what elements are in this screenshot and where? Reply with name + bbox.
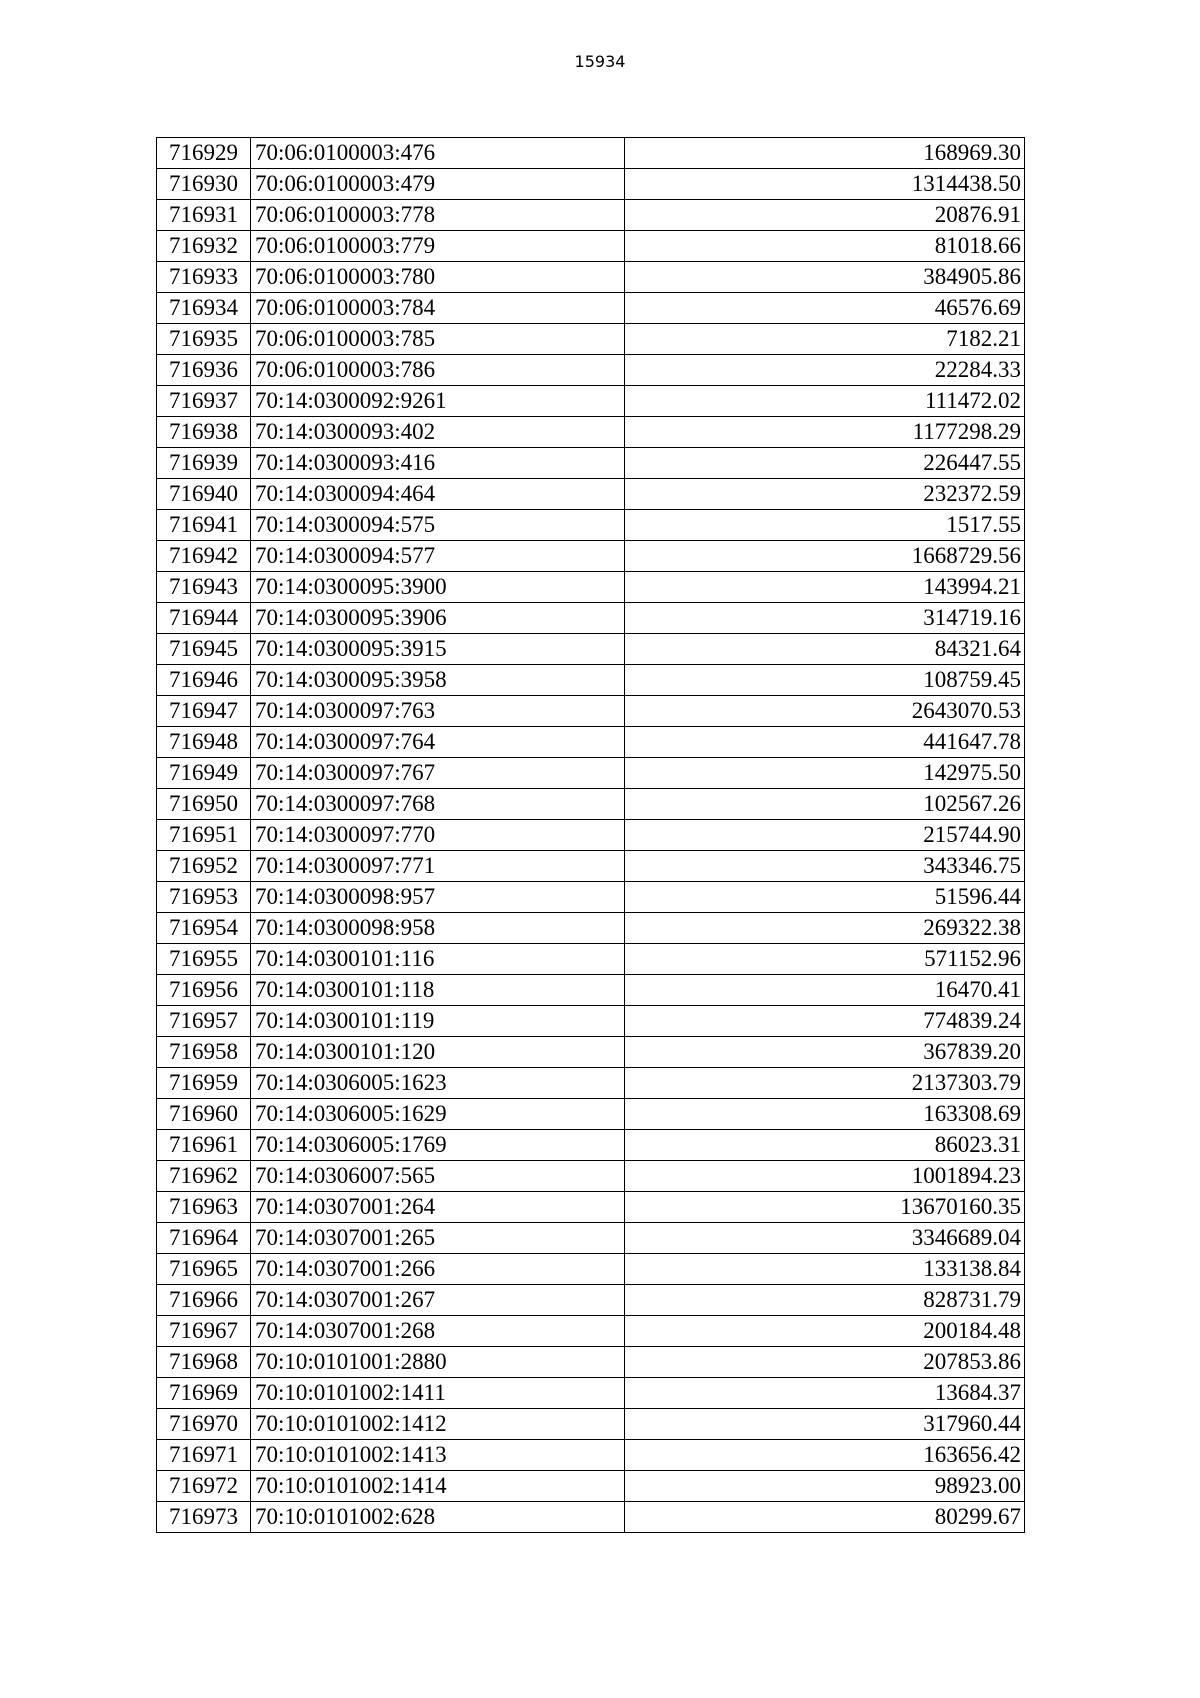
table-row [157, 293, 1025, 324]
table-row [157, 975, 1025, 1006]
table-row [157, 386, 1025, 417]
value-cell: 317960.44 [625, 1409, 1025, 1440]
table-row [157, 1347, 1025, 1378]
cadastral-number-cell: 70:06:0100003:778 [251, 200, 625, 231]
row-number-cell: 716931 [157, 200, 251, 231]
cadastral-number-cell: 70:14:0306005:1769 [251, 1130, 625, 1161]
row-number-cell: 716973 [157, 1502, 251, 1533]
value-cell: 111472.02 [625, 386, 1025, 417]
cadastral-number-cell: 70:14:0300101:116 [251, 944, 625, 975]
value-cell: 86023.31 [625, 1130, 1025, 1161]
row-number-cell: 716961 [157, 1130, 251, 1161]
value-cell: 13670160.35 [625, 1192, 1025, 1223]
row-number-cell: 716937 [157, 386, 251, 417]
row-number-cell: 716930 [157, 169, 251, 200]
table-row [157, 1130, 1025, 1161]
table-row [157, 727, 1025, 758]
value-cell: 1314438.50 [625, 169, 1025, 200]
table-row [157, 541, 1025, 572]
row-number-cell: 716967 [157, 1316, 251, 1347]
row-number-cell: 716933 [157, 262, 251, 293]
cadastral-number-cell: 70:14:0306005:1629 [251, 1099, 625, 1130]
table-row [157, 1502, 1025, 1533]
cadastral-number-cell: 70:14:0300097:771 [251, 851, 625, 882]
cadastral-number-cell: 70:14:0307001:266 [251, 1254, 625, 1285]
cadastral-number-cell: 70:14:0300097:767 [251, 758, 625, 789]
cadastral-number-cell: 70:14:0307001:264 [251, 1192, 625, 1223]
table-row [157, 1378, 1025, 1409]
value-cell: 314719.16 [625, 603, 1025, 634]
row-number-cell: 716958 [157, 1037, 251, 1068]
page-number: 15934 [574, 52, 626, 71]
value-cell: 828731.79 [625, 1285, 1025, 1316]
row-number-cell: 716935 [157, 324, 251, 355]
table-row [157, 634, 1025, 665]
table-row [157, 1037, 1025, 1068]
table-body [157, 138, 1025, 1533]
cadastral-number-cell: 70:14:0300098:957 [251, 882, 625, 913]
cadastral-number-cell: 70:14:0300101:119 [251, 1006, 625, 1037]
row-number-cell: 716932 [157, 231, 251, 262]
table-row [157, 1099, 1025, 1130]
cadastral-number-cell: 70:14:0300094:577 [251, 541, 625, 572]
value-cell: 16470.41 [625, 975, 1025, 1006]
row-number-cell: 716938 [157, 417, 251, 448]
cadastral-number-cell: 70:14:0300101:120 [251, 1037, 625, 1068]
table-row [157, 1409, 1025, 1440]
table-row [157, 758, 1025, 789]
value-cell: 163656.42 [625, 1440, 1025, 1471]
value-cell: 108759.45 [625, 665, 1025, 696]
table-row [157, 820, 1025, 851]
value-cell: 98923.00 [625, 1471, 1025, 1502]
value-cell: 163308.69 [625, 1099, 1025, 1130]
cadastral-number-cell: 70:06:0100003:779 [251, 231, 625, 262]
value-cell: 142975.50 [625, 758, 1025, 789]
table-row [157, 1254, 1025, 1285]
cadastral-number-cell: 70:10:0101002:1412 [251, 1409, 625, 1440]
value-cell: 2643070.53 [625, 696, 1025, 727]
value-cell: 1177298.29 [625, 417, 1025, 448]
row-number-cell: 716939 [157, 448, 251, 479]
value-cell: 2137303.79 [625, 1068, 1025, 1099]
row-number-cell: 716956 [157, 975, 251, 1006]
cadastral-number-cell: 70:14:0300095:3958 [251, 665, 625, 696]
row-number-cell: 716972 [157, 1471, 251, 1502]
cadastral-number-cell: 70:14:0307001:265 [251, 1223, 625, 1254]
value-cell: 7182.21 [625, 324, 1025, 355]
table-row [157, 1471, 1025, 1502]
value-cell: 441647.78 [625, 727, 1025, 758]
table-row [157, 944, 1025, 975]
cadastral-number-cell: 70:14:0300098:958 [251, 913, 625, 944]
row-number-cell: 716960 [157, 1099, 251, 1130]
row-number-cell: 716951 [157, 820, 251, 851]
cadastral-number-cell: 70:14:0300095:3900 [251, 572, 625, 603]
row-number-cell: 716959 [157, 1068, 251, 1099]
table-row [157, 1440, 1025, 1471]
cadastral-number-cell: 70:14:0300093:402 [251, 417, 625, 448]
row-number-cell: 716964 [157, 1223, 251, 1254]
table-row [157, 696, 1025, 727]
cadastral-number-cell: 70:14:0300095:3906 [251, 603, 625, 634]
row-number-cell: 716942 [157, 541, 251, 572]
row-number-cell: 716945 [157, 634, 251, 665]
value-cell: 367839.20 [625, 1037, 1025, 1068]
value-cell: 143994.21 [625, 572, 1025, 603]
value-cell: 20876.91 [625, 200, 1025, 231]
value-cell: 84321.64 [625, 634, 1025, 665]
cadastral-number-cell: 70:14:0300097:768 [251, 789, 625, 820]
value-cell: 232372.59 [625, 479, 1025, 510]
table-row [157, 913, 1025, 944]
value-cell: 13684.37 [625, 1378, 1025, 1409]
row-number-cell: 716962 [157, 1161, 251, 1192]
row-number-cell: 716947 [157, 696, 251, 727]
table-row [157, 479, 1025, 510]
table-row [157, 789, 1025, 820]
value-cell: 3346689.04 [625, 1223, 1025, 1254]
value-cell: 1668729.56 [625, 541, 1025, 572]
table-row [157, 200, 1025, 231]
table-row [157, 1192, 1025, 1223]
cadastral-number-cell: 70:10:0101002:628 [251, 1502, 625, 1533]
row-number-cell: 716970 [157, 1409, 251, 1440]
row-number-cell: 716949 [157, 758, 251, 789]
cadastral-number-cell: 70:14:0300101:118 [251, 975, 625, 1006]
value-cell: 51596.44 [625, 882, 1025, 913]
value-cell: 774839.24 [625, 1006, 1025, 1037]
value-cell: 1517.55 [625, 510, 1025, 541]
value-cell: 343346.75 [625, 851, 1025, 882]
value-cell: 22284.33 [625, 355, 1025, 386]
value-cell: 207853.86 [625, 1347, 1025, 1378]
table-row [157, 1285, 1025, 1316]
cadastral-number-cell: 70:10:0101002:1414 [251, 1471, 625, 1502]
row-number-cell: 716965 [157, 1254, 251, 1285]
row-number-cell: 716929 [157, 138, 251, 169]
cadastral-number-cell: 70:10:0101002:1411 [251, 1378, 625, 1409]
cadastral-number-cell: 70:14:0300095:3915 [251, 634, 625, 665]
table-row [157, 851, 1025, 882]
row-number-cell: 716954 [157, 913, 251, 944]
value-cell: 200184.48 [625, 1316, 1025, 1347]
cadastral-number-cell: 70:14:0300092:9261 [251, 386, 625, 417]
cadastral-number-cell: 70:06:0100003:786 [251, 355, 625, 386]
value-cell: 384905.86 [625, 262, 1025, 293]
table-row [157, 138, 1025, 169]
value-cell: 81018.66 [625, 231, 1025, 262]
value-cell: 80299.67 [625, 1502, 1025, 1533]
cadastral-number-cell: 70:10:0101002:1413 [251, 1440, 625, 1471]
row-number-cell: 716969 [157, 1378, 251, 1409]
table-row [157, 1006, 1025, 1037]
value-cell: 215744.90 [625, 820, 1025, 851]
table-row [157, 355, 1025, 386]
cadastral-number-cell: 70:06:0100003:479 [251, 169, 625, 200]
table-row [157, 1223, 1025, 1254]
table-row [157, 231, 1025, 262]
table-row [157, 510, 1025, 541]
value-cell: 1001894.23 [625, 1161, 1025, 1192]
row-number-cell: 716946 [157, 665, 251, 696]
cadastral-number-cell: 70:14:0300094:464 [251, 479, 625, 510]
value-cell: 226447.55 [625, 448, 1025, 479]
cadastral-number-cell: 70:14:0306007:565 [251, 1161, 625, 1192]
cadastral-number-cell: 70:14:0307001:267 [251, 1285, 625, 1316]
row-number-cell: 716941 [157, 510, 251, 541]
value-cell: 571152.96 [625, 944, 1025, 975]
table-row [157, 665, 1025, 696]
row-number-cell: 716953 [157, 882, 251, 913]
table-row [157, 448, 1025, 479]
table-row [157, 603, 1025, 634]
row-number-cell: 716955 [157, 944, 251, 975]
cadastral-value-table [156, 137, 1025, 1533]
cadastral-number-cell: 70:06:0100003:785 [251, 324, 625, 355]
row-number-cell: 716944 [157, 603, 251, 634]
row-number-cell: 716936 [157, 355, 251, 386]
row-number-cell: 716948 [157, 727, 251, 758]
cadastral-number-cell: 70:14:0300097:763 [251, 696, 625, 727]
cadastral-number-cell: 70:06:0100003:476 [251, 138, 625, 169]
row-number-cell: 716968 [157, 1347, 251, 1378]
cadastral-number-cell: 70:14:0306005:1623 [251, 1068, 625, 1099]
table-row [157, 324, 1025, 355]
table-row [157, 1068, 1025, 1099]
cadastral-number-cell: 70:06:0100003:784 [251, 293, 625, 324]
value-cell: 102567.26 [625, 789, 1025, 820]
value-cell: 133138.84 [625, 1254, 1025, 1285]
value-cell: 46576.69 [625, 293, 1025, 324]
cadastral-number-cell: 70:06:0100003:780 [251, 262, 625, 293]
cadastral-number-cell: 70:14:0307001:268 [251, 1316, 625, 1347]
cadastral-number-cell: 70:14:0300097:764 [251, 727, 625, 758]
row-number-cell: 716950 [157, 789, 251, 820]
row-number-cell: 716943 [157, 572, 251, 603]
row-number-cell: 716940 [157, 479, 251, 510]
cadastral-number-cell: 70:10:0101001:2880 [251, 1347, 625, 1378]
table-row [157, 417, 1025, 448]
table-row [157, 572, 1025, 603]
row-number-cell: 716934 [157, 293, 251, 324]
table-row [157, 882, 1025, 913]
row-number-cell: 716963 [157, 1192, 251, 1223]
cadastral-number-cell: 70:14:0300097:770 [251, 820, 625, 851]
row-number-cell: 716966 [157, 1285, 251, 1316]
row-number-cell: 716971 [157, 1440, 251, 1471]
table-row [157, 1161, 1025, 1192]
value-cell: 168969.30 [625, 138, 1025, 169]
table-row [157, 262, 1025, 293]
cadastral-number-cell: 70:14:0300094:575 [251, 510, 625, 541]
cadastral-number-cell: 70:14:0300093:416 [251, 448, 625, 479]
value-cell: 269322.38 [625, 913, 1025, 944]
table-row [157, 169, 1025, 200]
table-row [157, 1316, 1025, 1347]
row-number-cell: 716952 [157, 851, 251, 882]
row-number-cell: 716957 [157, 1006, 251, 1037]
